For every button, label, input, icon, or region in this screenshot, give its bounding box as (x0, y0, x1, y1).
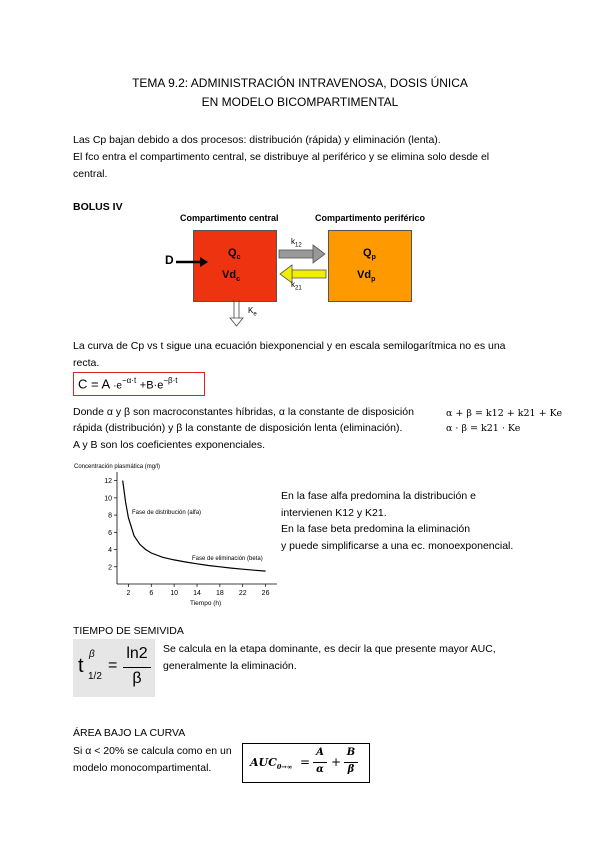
intro-line-1: Las Cp bajan debido a dos procesos: distribución (rápida) y eliminación (lenta). (73, 134, 441, 146)
auc-bar-1 (313, 762, 327, 763)
phase-line-2: intervienen K12 y K21. (281, 507, 387, 519)
halflife-sub: 1/2 (88, 671, 102, 682)
beta-phase-label: Fase de eliminación (beta) (192, 556, 263, 562)
concentration-time-chart (72, 460, 282, 610)
peripheral-q: $Q_p$ (363, 247, 376, 262)
alpha-phase-label: Fase de distribución (alfa) (132, 510, 202, 516)
diagram-arrows (160, 212, 450, 327)
halflife-equation (73, 639, 155, 697)
auc-label: $AUC_{0\to\infty}$ (250, 756, 293, 772)
central-q: $Q_c$ (228, 247, 241, 262)
y-tick-label: 2 (108, 564, 112, 572)
intro-line-3: central. (73, 168, 108, 180)
biexponential-equation (73, 372, 205, 396)
y-tick-label: 8 (108, 512, 112, 520)
x-tick-label: 22 (238, 590, 247, 597)
auc-alpha: α (316, 764, 324, 775)
macro-line-3: A y B son los coeficientes exponenciales. (73, 439, 266, 451)
chart-ylabel: Concentración plasmática (mg/l) (74, 464, 161, 470)
x-tick-label: 14 (193, 590, 201, 597)
equation-product: α · β = k21 · Ke (446, 423, 521, 434)
auc-equation (242, 743, 370, 783)
page-title: TEMA 9.2: ADMINISTRACIÓN INTRAVENOSA, DOSIS ÚNICA (132, 76, 468, 90)
phase-line-3: En la fase beta predomina la eliminación (281, 523, 471, 535)
eq-e1: ·e (113, 380, 122, 392)
auc-b: B (346, 747, 356, 758)
halflife-line-2: generalmente la eliminación. (163, 660, 297, 672)
auc-heading: ÁREA BAJO LA CURVA (73, 727, 186, 739)
x-tick-label: 2 (126, 590, 131, 597)
k12-arrow (279, 245, 325, 263)
k21-label: $k_{21}$ (291, 280, 302, 292)
intro-line-2: El fco entra el compartimento central, se distribuye al periférico y se elimina solo desde el (73, 151, 490, 163)
central-vd: $Vd_c$ (222, 269, 240, 284)
curve-line-1: La curva de Cp vs t sigue una ecuación biexponencial y en escala semilogarítmica no es una (73, 340, 506, 352)
x-tick-label: 10 (170, 590, 179, 597)
auc-bar-2 (344, 762, 358, 763)
x-tick-label: 18 (215, 590, 224, 597)
y-tick-label: 6 (108, 529, 112, 537)
y-tick-label: 4 (108, 547, 112, 555)
eq-plus-b: +B·e (139, 379, 164, 392)
ke-arrow (230, 300, 243, 326)
phase-line-4: y puede simplificarse a una ec. monoexponencial. (281, 540, 514, 552)
halflife-t: t (78, 655, 84, 677)
central-compartment-label: Compartimento central (180, 213, 279, 223)
chart-xlabel: Tiempo (h) (190, 600, 222, 607)
auc-line-1: Si α < 20% se calcula como en un (73, 745, 232, 757)
halflife-heading: TIEMPO DE SEMIVIDA (73, 625, 184, 637)
auc-beta: β (347, 764, 355, 775)
halflife-line-1: Se calcula en la etapa dominante, es decir la que presente mayor AUC, (163, 643, 496, 655)
halflife-sup: β (89, 649, 95, 660)
dose-arrow (176, 257, 208, 267)
y-tick-label: 12 (104, 478, 112, 486)
x-tick-label: 6 (149, 590, 154, 597)
peripheral-compartment-label: Compartimento periférico (315, 213, 426, 223)
halflife-denominator: β (132, 670, 142, 687)
macro-line-1: Donde α y β son macroconstantes híbridas, α la constante de disposición (73, 406, 414, 418)
phase-line-1: En la fase alfa predomina la distribución e (281, 490, 476, 502)
x-tick-label: 26 (261, 590, 270, 597)
auc-plus: + (331, 755, 342, 769)
k21-arrow (280, 265, 326, 283)
curve-line-2: recta. (73, 357, 100, 369)
eq-exp1: −α·t (121, 376, 137, 385)
compartment-diagram (160, 212, 450, 327)
equation-sum: α + β = k12 + k21 + Ke (446, 408, 563, 419)
eq-c-a: C = A (78, 376, 110, 392)
auc-eq-sign: = (300, 755, 311, 769)
halflife-fraction-bar (123, 667, 151, 668)
eq-exp2: −β·t (163, 376, 178, 385)
k12-label: $k_{12}$ (291, 237, 302, 249)
auc-line-2: modelo monocompartimental. (73, 762, 212, 774)
halflife-eq: = (108, 657, 118, 674)
halflife-numerator: ln2 (126, 645, 148, 662)
auc-a: A (316, 747, 324, 758)
dose-label: D (165, 253, 174, 267)
y-tick-label: 10 (104, 495, 112, 503)
bolus-heading: BOLUS IV (73, 201, 123, 213)
page-subtitle: EN MODELO BICOMPARTIMENTAL (201, 95, 399, 109)
ke-label: $K_e$ (248, 306, 257, 318)
macro-line-2: rápida (distribución) y β la constante de disposición lenta (eliminación). (73, 422, 403, 434)
peripheral-vd: $Vd_p$ (357, 269, 376, 284)
